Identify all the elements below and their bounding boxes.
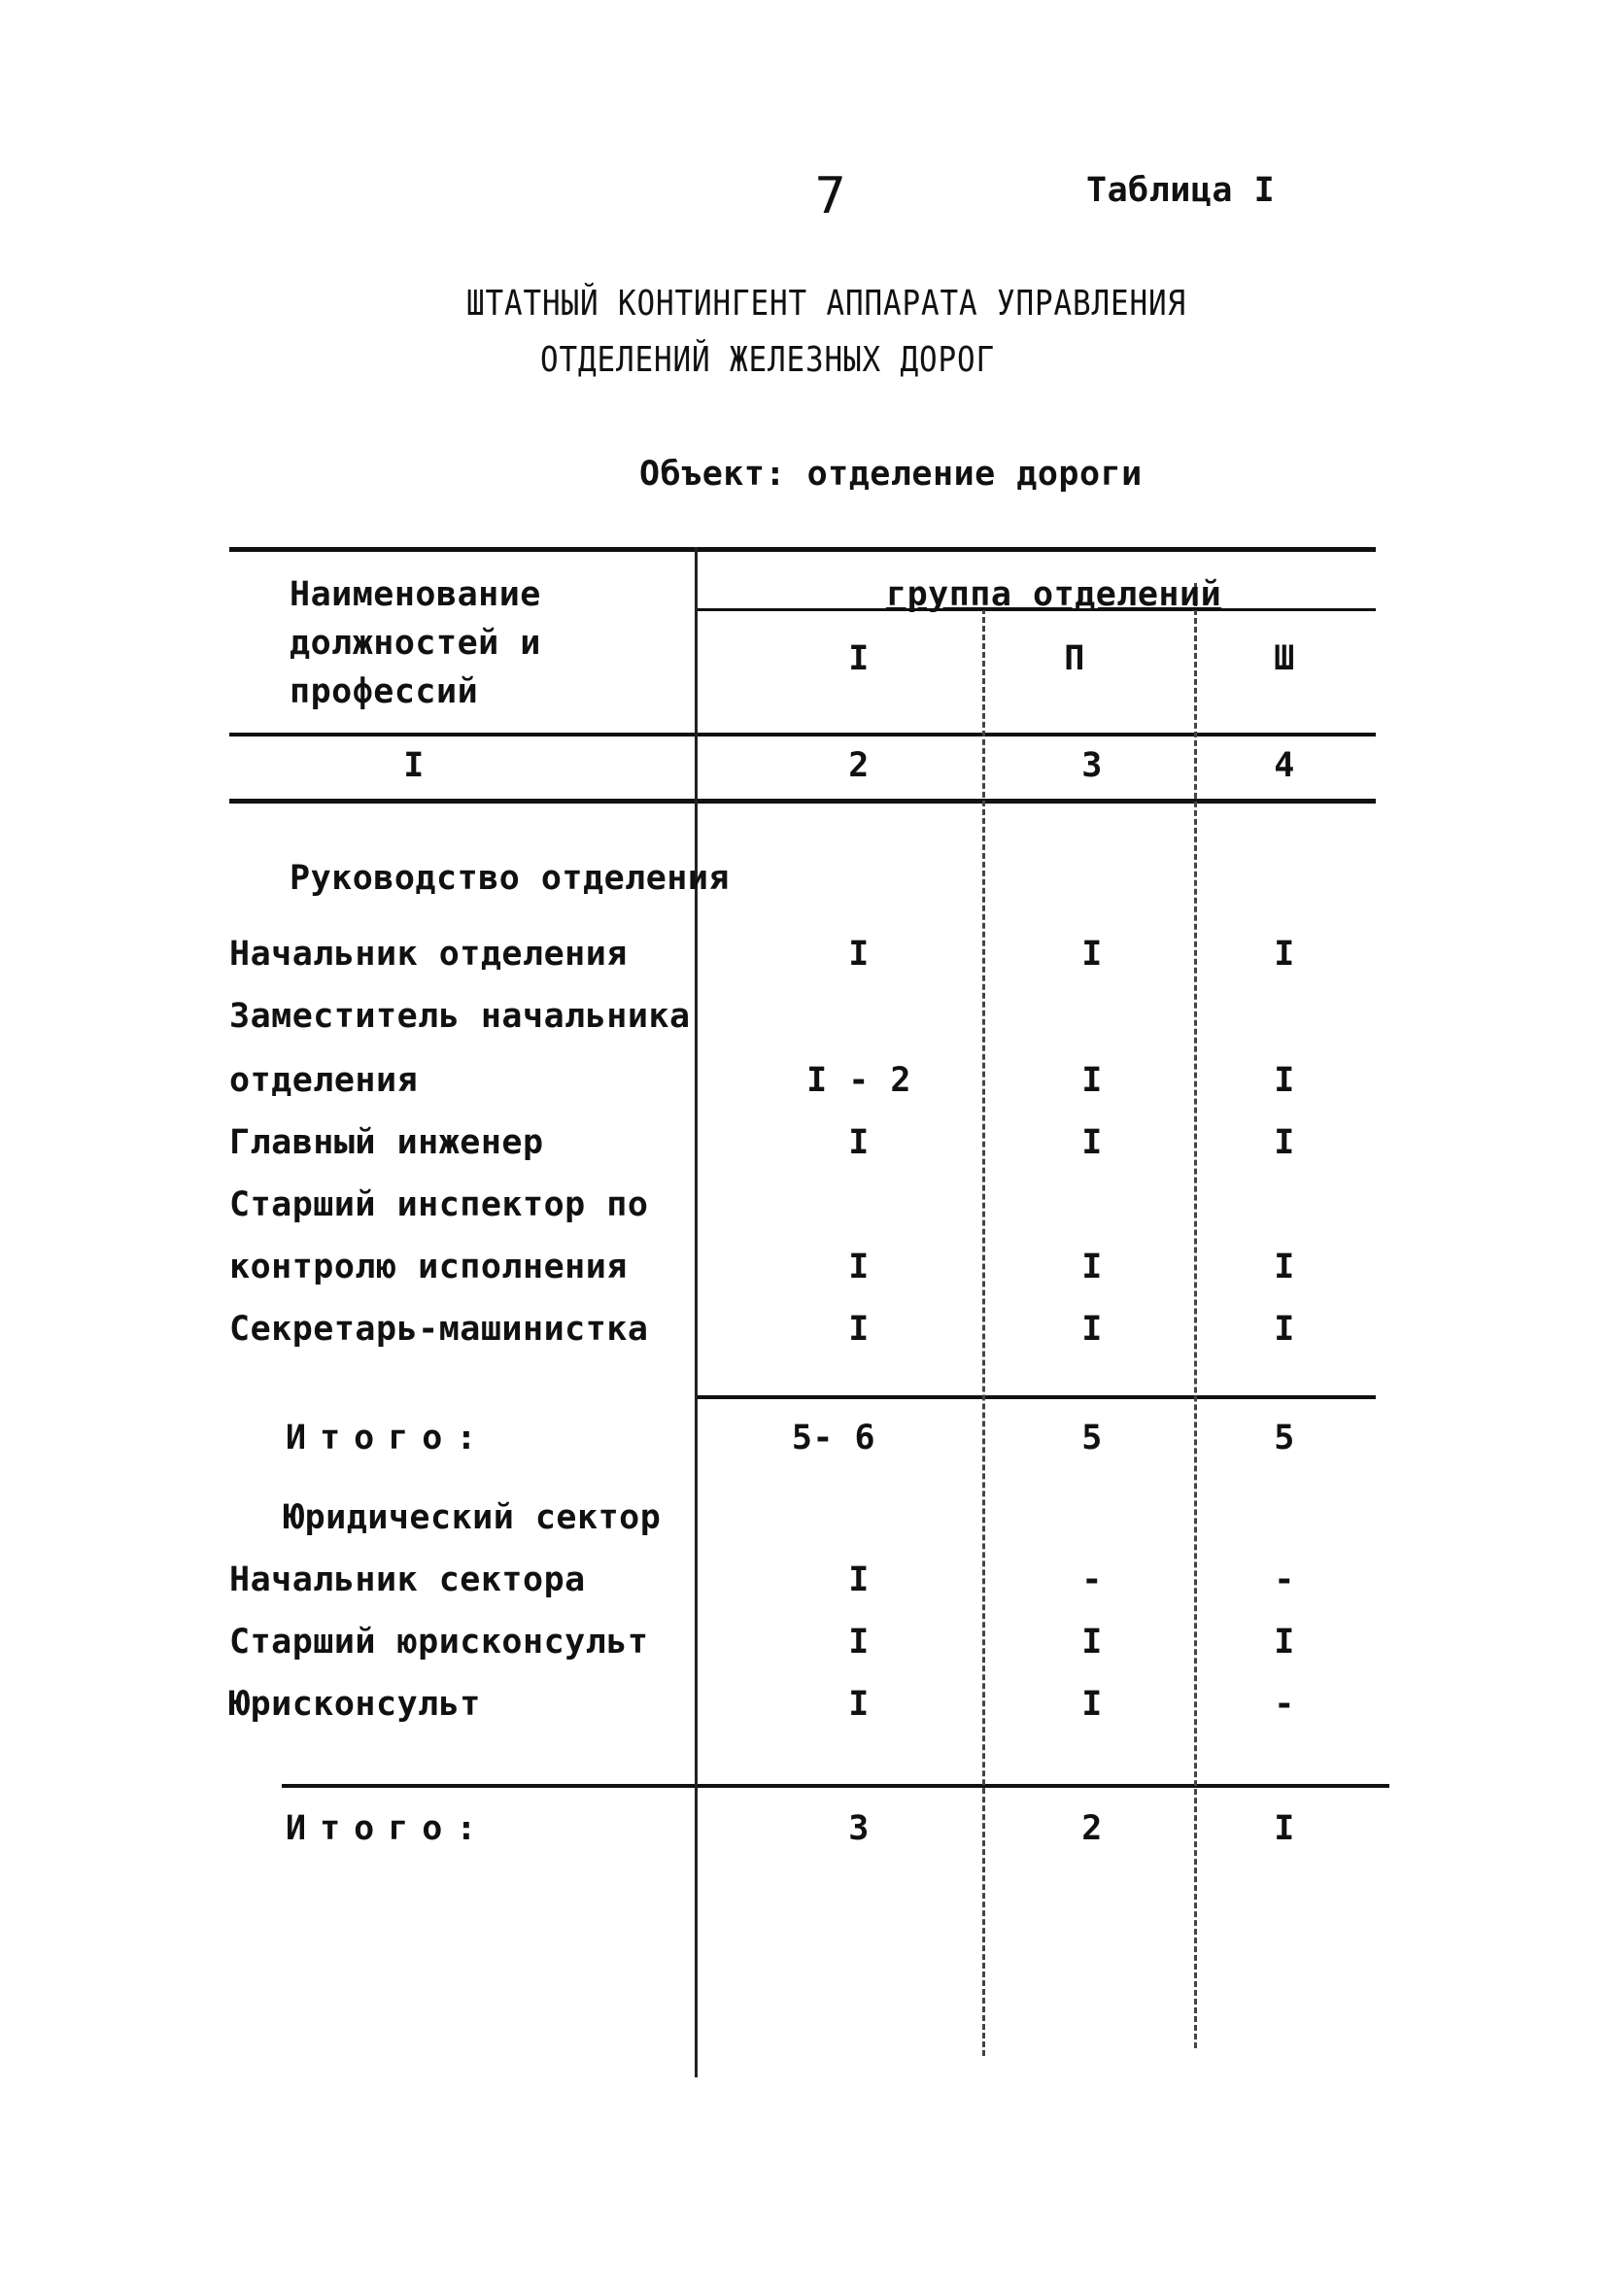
section1-total-rule xyxy=(696,1395,1376,1399)
table-label: Таблица I xyxy=(1086,171,1276,210)
row-value-group-2: I xyxy=(1081,1123,1103,1162)
row-name: Главный инженер xyxy=(229,1123,544,1162)
column-numbers-rule xyxy=(229,799,1376,804)
row-name: Заместитель начальника xyxy=(229,997,691,1036)
row-value-group-3: - xyxy=(1274,1560,1295,1599)
object-line: Объект: отделение дороги xyxy=(639,455,1143,494)
row-name: Старший инспектор по xyxy=(229,1185,649,1224)
total-label: Итого: xyxy=(286,1419,491,1457)
column-divider-1 xyxy=(695,547,698,2077)
name-header-line-1: Наименование xyxy=(290,575,541,614)
total-group-2: 2 xyxy=(1081,1809,1103,1848)
row-value-group-2: I xyxy=(1081,1685,1103,1724)
document-title-line-2: ОТДЕЛЕНИЙ ЖЕЛЕЗНЫХ ДОРОГ xyxy=(540,340,995,380)
total-group-1: 5- 6 xyxy=(791,1419,876,1457)
table-top-rule xyxy=(229,547,1376,552)
header-bottom-rule xyxy=(229,733,1376,737)
row-value-group-2: I xyxy=(1081,1310,1103,1349)
row-value-group-3: I xyxy=(1274,1623,1295,1662)
col-number-1: I xyxy=(403,746,425,785)
row-value-group-1: I - 2 xyxy=(806,1061,911,1100)
row-value-group-2: I xyxy=(1081,1248,1103,1286)
row-value-group-1: I xyxy=(848,1623,870,1662)
row-value-group-1: I xyxy=(848,935,870,974)
row-value-group-1: I xyxy=(848,1123,870,1162)
total-group-3: I xyxy=(1274,1809,1295,1848)
col-number-2: 2 xyxy=(848,746,870,785)
section2-total-rule xyxy=(282,1784,1389,1788)
section-title: Юридический сектор xyxy=(284,1498,662,1537)
group-3-header: Ш xyxy=(1274,639,1295,678)
page-number: 7 xyxy=(814,167,847,225)
column-divider-2 xyxy=(982,608,985,2056)
row-name: контролю исполнения xyxy=(229,1248,628,1286)
row-value-group-3: I xyxy=(1274,1310,1295,1349)
row-name: Начальник сектора xyxy=(229,1560,586,1599)
name-header-line-2: должностей и xyxy=(290,624,541,663)
row-name: Старший юрисконсульт xyxy=(229,1623,649,1662)
row-value-group-1: I xyxy=(848,1560,870,1599)
row-value-group-3: I xyxy=(1274,935,1295,974)
total-group-1: 3 xyxy=(848,1809,870,1848)
column-divider-3 xyxy=(1194,583,1197,2048)
row-value-group-2: I xyxy=(1081,935,1103,974)
total-label: Итого: xyxy=(286,1809,491,1848)
row-value-group-3: I xyxy=(1274,1248,1295,1286)
row-value-group-1: I xyxy=(848,1248,870,1286)
col-number-4: 4 xyxy=(1274,746,1295,785)
row-value-group-2: - xyxy=(1081,1560,1103,1599)
row-value-group-3: I xyxy=(1274,1123,1295,1162)
row-name: отделения xyxy=(229,1061,419,1100)
col-number-3: 3 xyxy=(1081,746,1103,785)
row-value-group-3: I xyxy=(1274,1061,1295,1100)
section-title: Руководство отделения xyxy=(290,859,731,898)
group-2-header: П xyxy=(1064,639,1085,678)
row-value-group-1: I xyxy=(848,1310,870,1349)
total-group-2: 5 xyxy=(1081,1419,1103,1457)
row-name: Секретарь-машинистка xyxy=(229,1310,649,1349)
group-1-header: I xyxy=(848,639,870,678)
total-group-3: 5 xyxy=(1274,1419,1295,1457)
name-header-line-3: профессий xyxy=(290,672,479,711)
row-value-group-2: I xyxy=(1081,1061,1103,1100)
row-value-group-2: I xyxy=(1081,1623,1103,1662)
row-name: Начальник отделения xyxy=(229,935,628,974)
document-title-line-1: ШТАТНЫЙ КОНТИНГЕНТ АППАРАТА УПРАВЛЕНИЯ xyxy=(466,284,1186,324)
row-value-group-3: - xyxy=(1274,1685,1295,1724)
row-name: Юрисконсульт xyxy=(229,1685,481,1724)
group-header: группа отделений xyxy=(886,575,1222,614)
row-value-group-1: I xyxy=(848,1685,870,1724)
